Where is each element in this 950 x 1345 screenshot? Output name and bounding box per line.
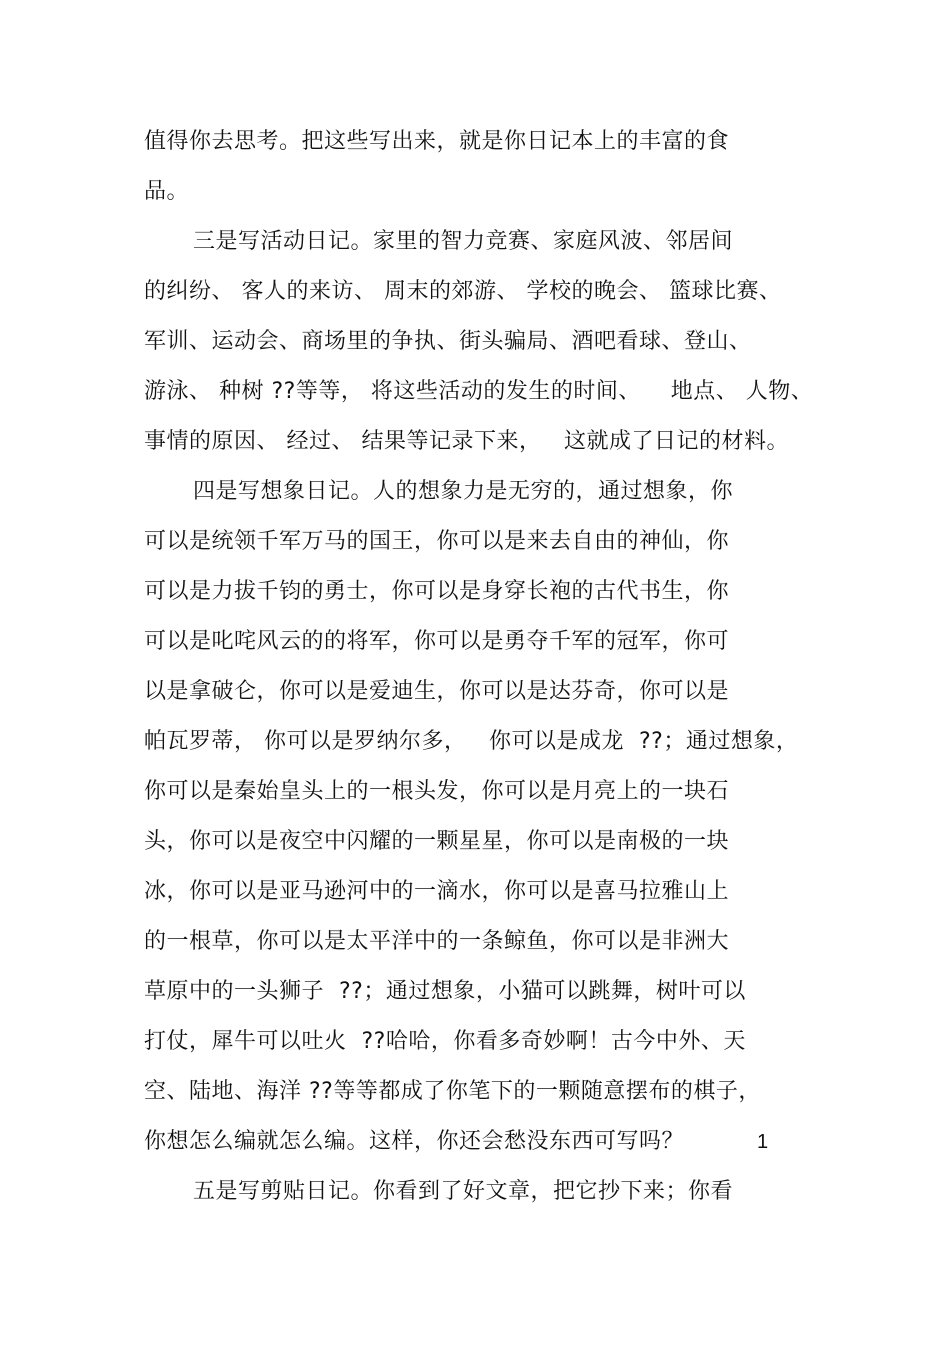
paragraph-start-line: 四是写想象日记。人的想象力是无穷的，通过想象，你 [193,479,734,504]
text-line: 你可以是秦始皇头上的一根头发，你可以是月亮上的一块石 [144,779,730,804]
text-line: 可以是力拔千钧的勇士，你可以是身穿长袍的古代书生，你 [144,579,730,604]
text-line: 军训、运动会、商场里的争执、街头骗局、酒吧看球、登山、 [144,329,752,354]
text-line: 的一根草，你可以是太平洋中的一条鲸鱼，你可以是非洲大 [144,929,730,954]
text-line: 品。 [144,179,190,204]
text-line: 值得你去思考。把这些写出来，就是你日记本上的丰富的食 [144,129,730,154]
text-line: 游泳、 种树 ??等等， 将这些活动的发生的时间、 地点、 人物、 [144,379,814,404]
text-line: 可以是统领千军万马的国王，你可以是来去自由的神仙，你 [144,529,730,554]
paragraph-start-line: 三是写活动日记。家里的智力竞赛、家庭风波、邻居间 [193,229,734,254]
text-line: 帕瓦罗蒂， 你可以是罗纳尔多， 你可以是成龙 ??；通过想象， [144,729,799,754]
text-line: 事情的原因、 经过、 结果等记录下来， 这就成了日记的材料。 [144,429,789,454]
page-number: 1 [757,1131,769,1153]
paragraph-start-line: 五是写剪贴日记。你看到了好文章，把它抄下来；你看 [193,1179,734,1204]
text-line: 以是拿破仑，你可以是爱迪生，你可以是达芬奇，你可以是 [144,679,730,704]
text-line: 空、陆地、海洋 ??等等都成了你笔下的一颗随意摆布的棋子， [144,1079,761,1104]
text-line: 头，你可以是夜空中闪耀的一颗星星，你可以是南极的一块 [144,829,730,854]
text-line: 打仗，犀牛可以吐火 ??哈哈，你看多奇妙啊！古今中外、天 [144,1029,746,1054]
text-line: 的纠纷、 客人的来访、 周末的郊游、 学校的晚会、 篮球比赛、 [144,279,782,304]
text-line: 你想怎么编就怎么编。这样，你还会愁没东西可写吗？ [144,1129,685,1154]
text-line: 草原中的一头狮子 ??；通过想象，小猫可以跳舞，树叶可以 [144,979,746,1004]
text-line: 可以是叱咤风云的的将军，你可以是勇夺千军的冠军，你可 [144,629,730,654]
text-line: 冰，你可以是亚马逊河中的一滴水，你可以是喜马拉雅山上 [144,879,730,904]
